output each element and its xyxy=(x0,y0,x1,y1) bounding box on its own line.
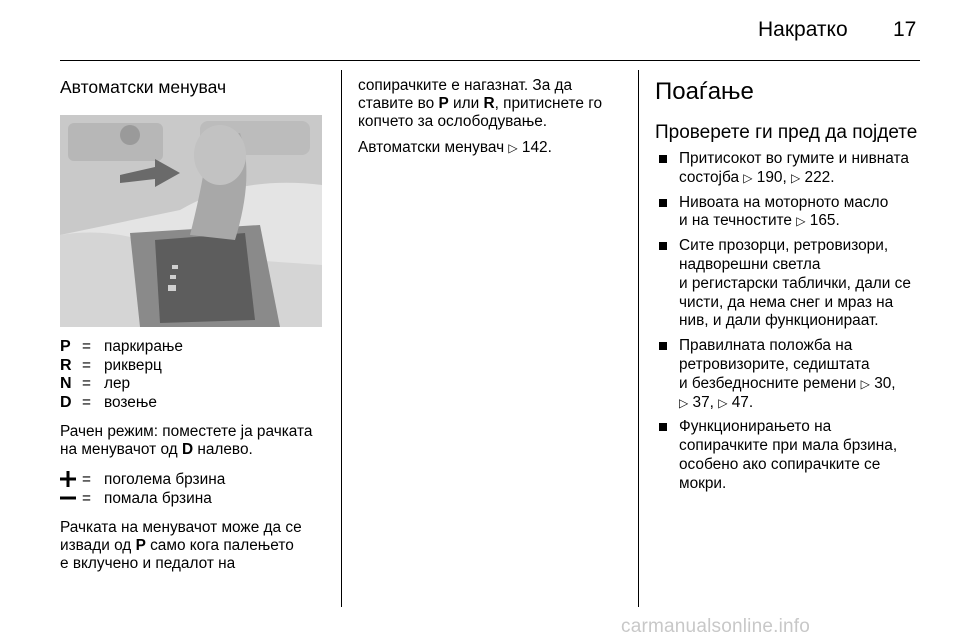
gear-key-inline: P xyxy=(438,95,449,112)
gear-key: P xyxy=(60,338,71,355)
reference-page: 142. xyxy=(521,139,552,156)
manual-mode-paragraph xyxy=(60,423,330,459)
checklist-text: и регистарски таблички, дали се xyxy=(679,274,911,292)
checklist-item xyxy=(655,237,925,331)
gear-legend xyxy=(60,338,330,412)
page-number: 17 xyxy=(893,18,917,41)
reference-page: 165. xyxy=(809,212,840,230)
shift-sign-legend xyxy=(60,470,330,508)
equals-sign: = xyxy=(82,375,91,392)
sign-row-minus xyxy=(60,489,330,508)
bullet-square-icon xyxy=(659,342,667,350)
checklist-item xyxy=(655,194,925,232)
checklist-text: нив, и дали функционираат. xyxy=(679,312,879,330)
bullet-square-icon xyxy=(659,242,667,250)
gear-key: R xyxy=(60,356,72,374)
running-header-title: Накратко xyxy=(758,18,848,41)
gear-key-inline: P xyxy=(135,537,146,554)
manual-mode-text-1: Рачен режим: поместете ја рачката xyxy=(60,423,313,440)
checklist-text: надворешни светла xyxy=(679,255,821,273)
lever-removal-paragraph xyxy=(60,519,330,573)
reference-page: 47. xyxy=(731,393,754,411)
checklist-text: мокри. xyxy=(679,474,727,492)
gear-selector-illustration xyxy=(60,115,322,327)
continuation-paragraph xyxy=(358,77,628,131)
checklist-text: состојба xyxy=(679,168,744,186)
reference-page: 190, xyxy=(756,168,792,186)
sign-description: помала брзина xyxy=(104,490,212,507)
removal-line-3: е вклучено и педалот на xyxy=(60,555,236,572)
continuation-line-3: копчето за ослободување. xyxy=(358,113,548,130)
gear-row xyxy=(60,338,330,357)
section-heading-starting-off: Поаѓање xyxy=(655,78,754,105)
watermark: carmanualsonline.info xyxy=(621,616,811,637)
gear-key-inline: R xyxy=(483,95,495,112)
bullet-square-icon xyxy=(659,423,667,431)
bullet-square-icon xyxy=(659,199,667,207)
subheading-checks: Проверете ги пред да појдете xyxy=(655,122,918,143)
removal-line-2a: извади од xyxy=(60,537,136,554)
gear-row xyxy=(60,375,330,394)
gear-description: возење xyxy=(104,393,157,411)
minus-icon xyxy=(60,489,82,508)
checklist-item xyxy=(655,150,925,188)
reference-page: 30, xyxy=(874,374,896,392)
column-left xyxy=(60,70,330,573)
manual-mode-text-3: налево. xyxy=(193,441,253,458)
checklist-text: Функционирањето на xyxy=(679,418,832,436)
bullet-square-icon xyxy=(659,155,667,163)
reference-arrow-icon: ▷ xyxy=(796,214,806,229)
column-middle xyxy=(358,70,628,157)
checklist-text: сопирачките при мала брзина, xyxy=(679,437,898,455)
gear-description: рикверц xyxy=(104,356,162,374)
continuation-line-2b: , притиснете го xyxy=(494,95,603,112)
checklist-text: Нивоата на моторното масло xyxy=(679,193,889,211)
gear-description: лер xyxy=(104,375,131,392)
reference-page: 37, xyxy=(692,393,719,411)
column-divider-1 xyxy=(341,70,342,607)
column-divider-2 xyxy=(638,70,639,607)
equals-sign: = xyxy=(82,338,91,355)
removal-line-2b: само кога палењето xyxy=(145,537,294,554)
section-heading-automatic-transmission: Автоматски менувач xyxy=(60,77,227,97)
checklist-text: Притисокот во гумите и нивната xyxy=(679,150,909,167)
gear-key: N xyxy=(60,375,72,392)
header-rule xyxy=(60,60,920,61)
continuation-line-2-mid: или xyxy=(448,95,484,112)
sign-description: поголема брзина xyxy=(104,471,226,488)
gear-row xyxy=(60,394,330,413)
reference-arrow-icon: ▷ xyxy=(791,170,801,185)
checklist-text: особено ако сопирачките се xyxy=(679,455,881,473)
reference-page: 222. xyxy=(804,168,835,186)
reference-arrow-icon: ▷ xyxy=(679,395,689,410)
reference-label: Автоматски менувач xyxy=(358,139,509,156)
sign-row-plus xyxy=(60,470,330,489)
checklist-text: чисти, да нема снег и мраз на xyxy=(679,293,894,311)
manual-mode-text-2: на менувачот од xyxy=(60,441,182,458)
checklist-item xyxy=(655,337,925,412)
gear-selector-photo xyxy=(60,115,322,327)
checklist-text: и на течностите xyxy=(679,212,797,230)
gear-row xyxy=(60,357,330,376)
checklist-text: ретровизорите, седиштата xyxy=(679,355,870,373)
continuation-line-2a: ставите во xyxy=(358,95,439,112)
plus-icon xyxy=(60,470,82,489)
gear-description: паркирање xyxy=(104,338,183,355)
checklist-text: Правилната положба на xyxy=(679,337,853,355)
reference-arrow-icon: ▷ xyxy=(508,141,518,155)
equals-sign: = xyxy=(82,490,91,507)
equals-sign: = xyxy=(82,356,91,374)
checklist-text: Сите прозорци, ретровизори, xyxy=(679,237,889,255)
continuation-line-1: сопирачките е нагазнат. За да xyxy=(358,77,573,94)
reference-arrow-icon: ▷ xyxy=(860,376,870,391)
removal-line-1: Рачката на менувачот може да се xyxy=(60,519,302,536)
gear-key-inline: D xyxy=(181,441,194,458)
checklist-item xyxy=(655,418,925,493)
equals-sign: = xyxy=(82,471,91,488)
column-right xyxy=(655,70,925,494)
reference-arrow-icon: ▷ xyxy=(743,170,753,185)
reference-arrow-icon: ▷ xyxy=(718,395,728,410)
gear-key: D xyxy=(60,393,72,411)
cross-reference xyxy=(358,139,628,157)
checklist-text: и безбедносните ремени xyxy=(679,374,861,392)
equals-sign: = xyxy=(82,393,91,411)
